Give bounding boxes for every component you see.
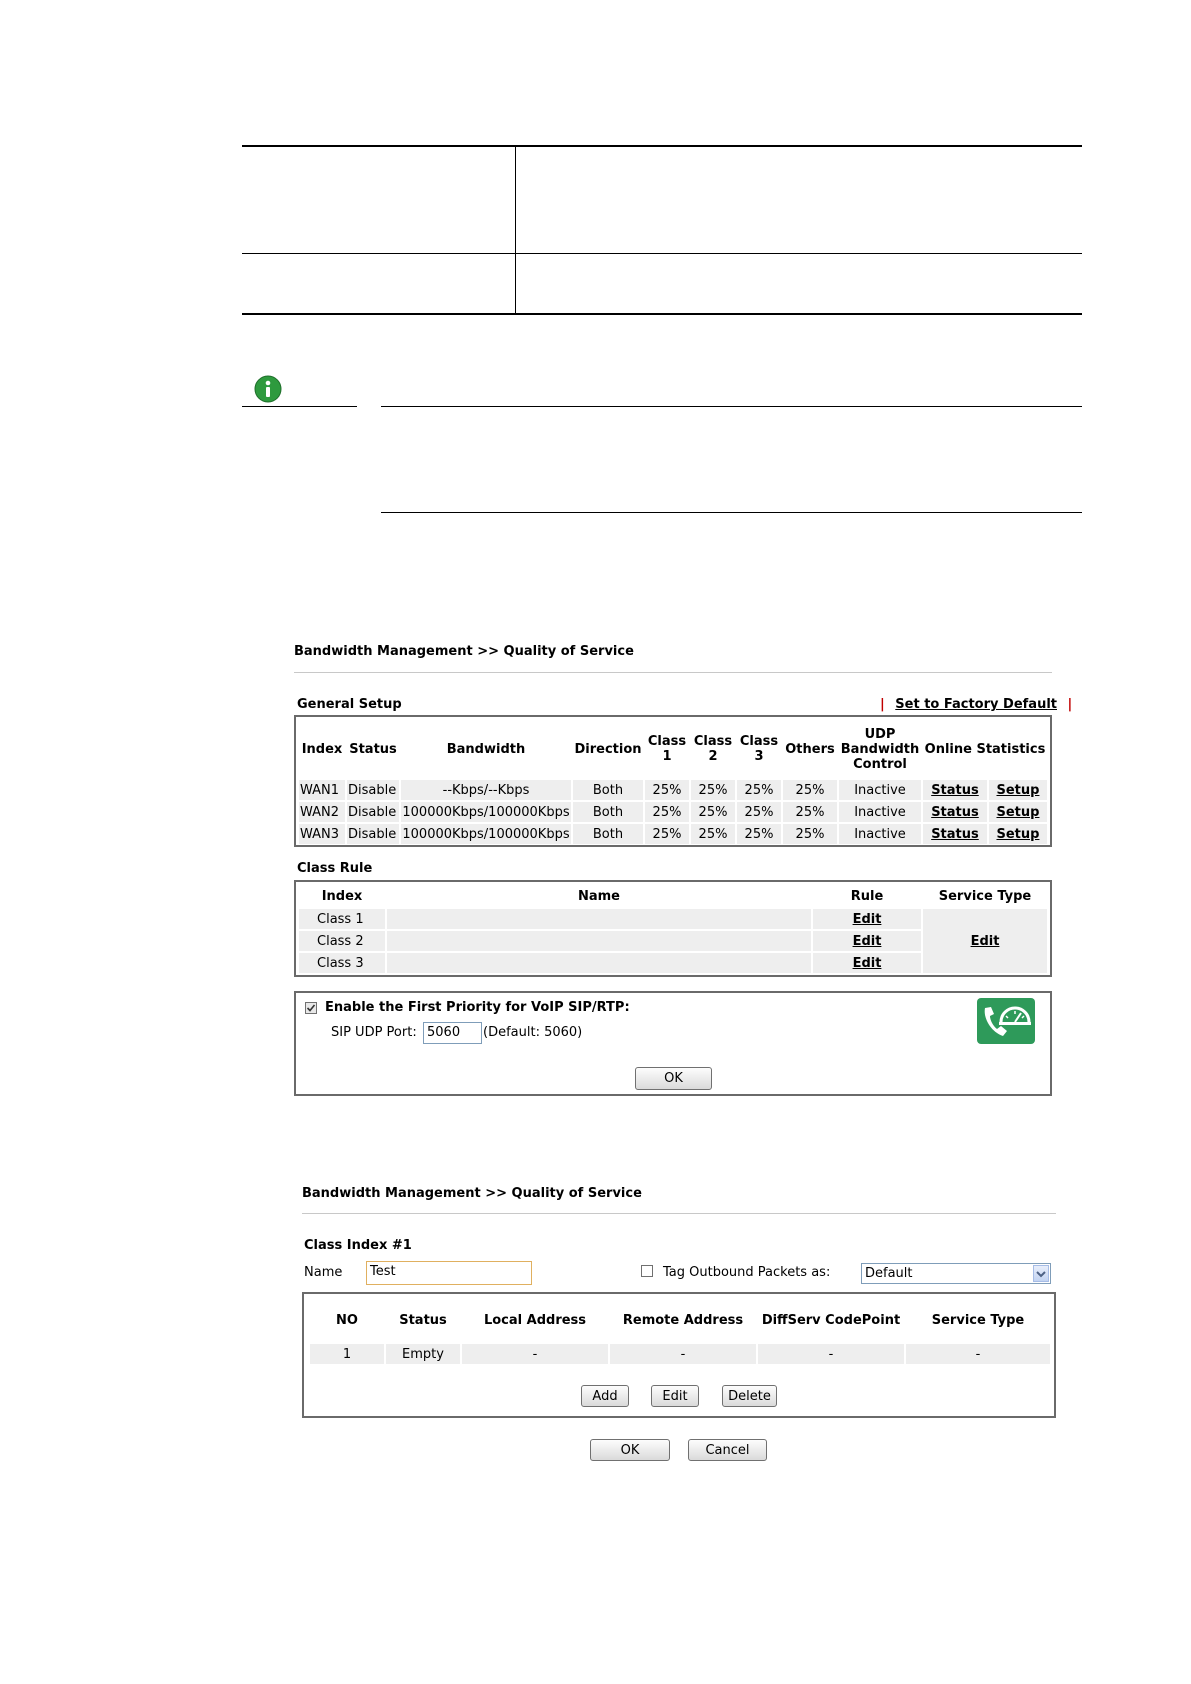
rule-no: 1: [310, 1344, 384, 1364]
wan-direction: Both: [573, 824, 643, 844]
col-others: Others: [785, 741, 835, 757]
status-link[interactable]: Status: [931, 782, 979, 798]
status-cell: [923, 824, 987, 844]
voip-phone-gauge-icon: [977, 998, 1035, 1044]
col-status: Status: [349, 741, 397, 757]
voip-ok-button[interactable]: OK: [635, 1067, 712, 1090]
tag-outbound-label: Tag Outbound Packets as:: [663, 1265, 831, 1280]
col-service-type: Service Type: [931, 1313, 1025, 1328]
col-index: Index: [321, 888, 363, 904]
rule-dscp: -: [758, 1344, 904, 1364]
wan-others: 25%: [783, 802, 837, 822]
wan-bandwidth: --Kbps/--Kbps: [401, 780, 571, 800]
wan-direction: Both: [573, 802, 643, 822]
page-title: Bandwidth Management >> Quality of Service: [294, 644, 634, 659]
col-remote-address: Remote Address: [622, 1313, 744, 1328]
table-header-row: [299, 885, 1047, 907]
class-index: Class 3: [299, 953, 385, 973]
separator-bar: |: [1067, 697, 1073, 712]
add-button[interactable]: Add: [581, 1385, 629, 1407]
class-name: [387, 953, 811, 973]
col-service-type: Service Type: [938, 888, 1032, 904]
setup-link[interactable]: Setup: [996, 782, 1040, 798]
note-rule-top: [381, 406, 1082, 407]
class-filter-table: [308, 1297, 1052, 1366]
sip-port-input[interactable]: 5060: [423, 1022, 482, 1044]
ok-button[interactable]: OK: [590, 1439, 670, 1461]
general-setup-table: [297, 718, 1049, 846]
wan-bandwidth: 100000Kbps/100000Kbps: [401, 824, 571, 844]
class-name-input[interactable]: Test: [366, 1261, 532, 1285]
general-setup-title: General Setup: [297, 697, 402, 712]
table-header-row: [310, 1299, 1050, 1342]
voip-enable-checkbox[interactable]: [305, 1002, 317, 1014]
class-rule-table: [297, 883, 1049, 975]
wan-class3: 25%: [737, 802, 781, 822]
table-header-row: [299, 720, 1047, 778]
col-status: Status: [399, 1313, 447, 1328]
col-local-address: Local Address: [483, 1313, 587, 1328]
wan-others: 25%: [783, 780, 837, 800]
factory-default-area: [880, 697, 1072, 712]
wan-status: Disable: [347, 780, 399, 800]
setup-cell: [989, 802, 1047, 822]
chevron-down-icon[interactable]: [1033, 1265, 1049, 1282]
table-row: [299, 780, 1047, 800]
sip-port-label: SIP UDP Port:: [331, 1025, 417, 1040]
wan-class3: 25%: [737, 780, 781, 800]
tag-select[interactable]: [861, 1263, 1051, 1284]
table-row: [299, 909, 1047, 929]
rule-remote: -: [610, 1344, 756, 1364]
class-name: [387, 909, 811, 929]
col-class3: Class 3: [739, 734, 779, 764]
col-udp-bandwidth-control: UDP Bandwidth Control: [840, 726, 920, 772]
col-no: NO: [336, 1313, 358, 1328]
edit-button[interactable]: Edit: [651, 1385, 699, 1407]
wan-udp: Inactive: [839, 780, 921, 800]
general-setup-table-box: [294, 715, 1052, 847]
doc-table-bottom-rule: [242, 313, 1082, 315]
col-rule: Rule: [850, 888, 884, 904]
voip-priority-box: [294, 991, 1052, 1096]
doc-table-top-rule: [242, 145, 1082, 147]
col-class1: Class 1: [647, 734, 687, 764]
col-online-statistics: Online Statistics: [924, 741, 1046, 757]
wan-class3: 25%: [737, 824, 781, 844]
table-row: [299, 824, 1047, 844]
status-link[interactable]: Status: [931, 826, 979, 842]
table-row: [299, 802, 1047, 822]
sip-port-default-hint: (Default: 5060): [483, 1025, 583, 1040]
wan-index: WAN3: [299, 824, 345, 844]
wan-class1: 25%: [645, 802, 689, 822]
col-class2: Class 2: [693, 734, 733, 764]
wan-index: WAN1: [299, 780, 345, 800]
tag-outbound-checkbox[interactable]: [641, 1265, 653, 1277]
status-cell: [923, 802, 987, 822]
wan-class1: 25%: [645, 780, 689, 800]
title-separator: [294, 672, 1052, 673]
wan-index: WAN2: [299, 802, 345, 822]
rule-edit-link[interactable]: Edit: [852, 911, 882, 927]
voip-enable-label: Enable the First Priority for VoIP SIP/RTP:: [325, 1000, 630, 1015]
wan-class2: 25%: [691, 780, 735, 800]
rule-edit-link[interactable]: Edit: [852, 933, 882, 949]
wan-udp: Inactive: [839, 802, 921, 822]
tag-select-value: Default: [865, 1266, 913, 1281]
col-direction: Direction: [574, 741, 642, 757]
wan-status: Disable: [347, 824, 399, 844]
note-rule-left: [242, 406, 357, 407]
rule-edit-link[interactable]: Edit: [852, 955, 882, 971]
service-type-cell: [923, 909, 1047, 973]
note-rule-bottom: [381, 512, 1082, 513]
title-separator: [302, 1213, 1056, 1214]
setup-link[interactable]: Setup: [996, 826, 1040, 842]
class-rule-title: Class Rule: [297, 861, 373, 876]
col-diffserv-codepoint: DiffServ CodePoint: [761, 1313, 901, 1328]
doc-table-column-divider: [515, 145, 516, 314]
rule-local: -: [462, 1344, 608, 1364]
rule-cell: [813, 909, 921, 929]
wan-status: Disable: [347, 802, 399, 822]
wan-class1: 25%: [645, 824, 689, 844]
status-link[interactable]: Status: [931, 804, 979, 820]
info-icon: [254, 375, 282, 403]
class-index: Class 2: [299, 931, 385, 951]
col-name: Name: [577, 888, 620, 904]
class-index: Class 1: [299, 909, 385, 929]
name-label: Name: [304, 1265, 343, 1280]
class-rule-table-box: [294, 880, 1052, 977]
set-factory-default-link[interactable]: Set to Factory Default: [895, 697, 1057, 712]
setup-cell: [989, 824, 1047, 844]
setup-cell: [989, 780, 1047, 800]
table-row: [310, 1344, 1050, 1364]
wan-direction: Both: [573, 780, 643, 800]
rule-cell: [813, 953, 921, 973]
delete-button[interactable]: Delete: [722, 1385, 777, 1407]
wan-others: 25%: [783, 824, 837, 844]
page-title: Bandwidth Management >> Quality of Service: [302, 1186, 642, 1201]
col-bandwidth: Bandwidth: [446, 741, 526, 757]
service-type-edit-link[interactable]: Edit: [970, 933, 1000, 949]
class-index-title: Class Index #1: [304, 1238, 412, 1253]
rule-cell: [813, 931, 921, 951]
doc-table-row-rule: [242, 253, 1082, 254]
status-cell: [923, 780, 987, 800]
wan-class2: 25%: [691, 802, 735, 822]
cancel-button[interactable]: Cancel: [688, 1439, 767, 1461]
class-filter-table-box: [302, 1292, 1056, 1418]
wan-class2: 25%: [691, 824, 735, 844]
separator-bar: |: [880, 697, 885, 712]
rule-status: Empty: [386, 1344, 460, 1364]
class-name: [387, 931, 811, 951]
col-index: Index: [301, 741, 343, 757]
rule-service: -: [906, 1344, 1050, 1364]
wan-bandwidth: 100000Kbps/100000Kbps: [401, 802, 571, 822]
wan-udp: Inactive: [839, 824, 921, 844]
checkmark-icon: [306, 1003, 316, 1013]
setup-link[interactable]: Setup: [996, 804, 1040, 820]
